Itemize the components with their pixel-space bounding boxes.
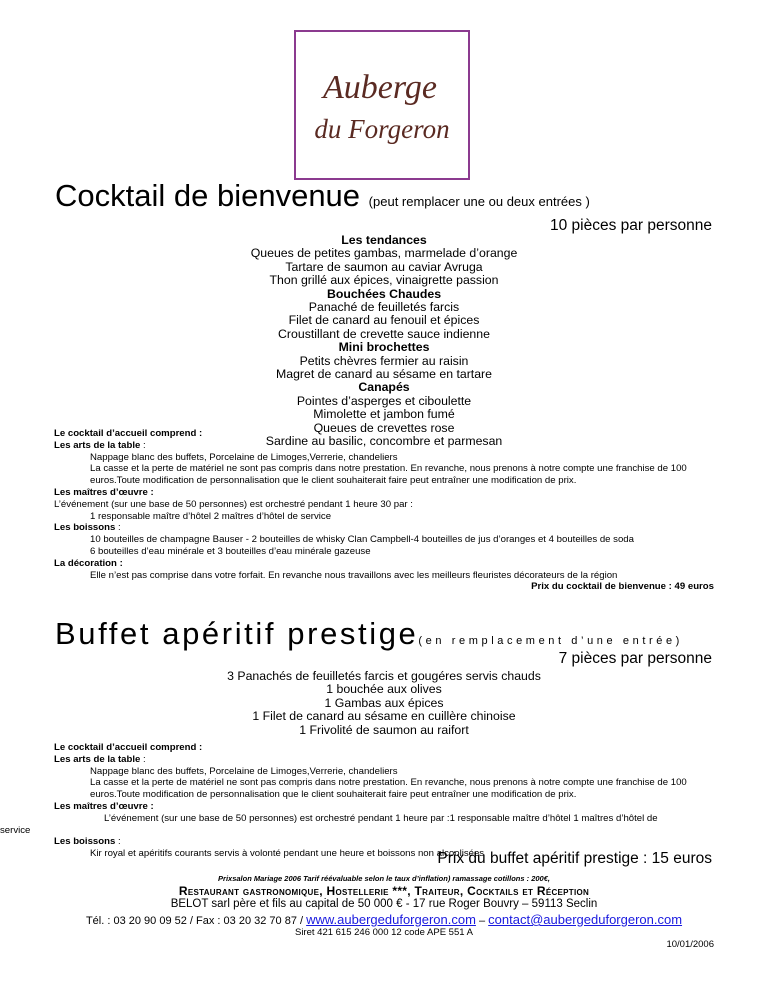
menu-item: Queues de crevettes rose — [313, 420, 455, 435]
maitres-label: Les maîtres d’œuvre : — [54, 486, 154, 498]
logo-line2: du Forgeron — [314, 114, 450, 144]
footer-note: Prixsalon Mariage 2006 Tarif réévaluable selon le taux d’inflation) ramassage cotillons : 200€, — [218, 874, 550, 883]
section1-menu — [0, 234, 768, 449]
maitres-text: service — [0, 824, 31, 836]
menu-item: 1 bouchée aux olives — [326, 682, 442, 697]
footer-address: BELOT sarl père et fils au capital de 50 000 € - 17 rue Roger Bouvry – 59113 Seclin — [170, 898, 598, 910]
email-link[interactable]: contact@aubergeduforgeron.com — [488, 912, 683, 927]
maitres-text: 1 responsable maître d’hôtel 2 maîtres d’hôtel de service — [90, 510, 332, 522]
arts-text: La casse et la perte de matériel ne sont pas compris dans notre prestation. En revanche, nous prenons à notre compte une franchise de 100 euros.Toute modification de personnalisation que le client souhaiterait faire peut entraîner une modification de prix. — [90, 777, 687, 801]
section1-title-line — [55, 178, 590, 214]
footer-dash: – — [475, 915, 489, 927]
maitres-label: Les maîtres d’œuvre : — [54, 800, 154, 812]
logo — [294, 30, 470, 180]
boissons-sep: : — [115, 522, 121, 534]
menu-item: 3 Panachés de feuilletés farcis et gougéres servis chauds — [227, 669, 541, 683]
logo-artwork — [296, 32, 468, 178]
footer-company: Restaurant gastronomique, Hostellerie ***, Traiteur, Cocktails et Réception — [178, 884, 590, 898]
details-intro: Le cocktail d’accueil comprend : — [54, 742, 203, 753]
section1-subtitle: (peut remplacer une ou deux entrées ) — [368, 194, 590, 209]
menu-item: Thon grillé aux épices, vinaigrette passion — [269, 273, 499, 288]
arts-line — [54, 440, 714, 452]
section2-title: Buffet apéritif prestige — [55, 616, 419, 651]
menu-item: Panaché de feuilletés farcis — [308, 300, 460, 315]
footer-phone: Tél. : 03 20 90 09 52 / Fax : 03 20 32 70 87 / — [85, 915, 307, 927]
menu-item: Petits chèvres fermier au raisin — [299, 353, 469, 368]
deco-label: La décoration : — [54, 557, 123, 569]
section1-title: Cocktail de bienvenue — [55, 178, 361, 213]
menu-item: Sardine au basilic, concombre et parmesan — [265, 434, 503, 449]
details-intro: Le cocktail d’accueil comprend : — [54, 428, 203, 439]
arts-text: Nappage blanc des buffets, Porcelaine de Limoges,Verrerie, chandeliers — [90, 451, 398, 463]
website-link[interactable]: www.aubergeduforgeron.com — [306, 912, 476, 927]
section1-per-person: 10 pièces par personne — [549, 217, 712, 234]
section1-details — [54, 428, 714, 593]
section1-price: Prix du cocktail de bienvenue : 49 euros — [531, 581, 714, 593]
maitres-text: L’événement (sur une base de 50 personnes) est orchestré pendant 1 heure 30 par : — [54, 498, 413, 510]
menu-heading: Mini brochettes — [338, 340, 430, 355]
boissons-text: 10 bouteilles de champagne Bauser - 2 bouteilles de whisky Clan Campbell-4 bouteilles de jus d’oranges et 4 bouteilles de soda — [90, 534, 634, 546]
menu-item: Mimolette et jambon fumé — [313, 407, 455, 422]
section2-menu — [0, 670, 768, 737]
section2-per-person: 7 pièces par personne — [558, 650, 712, 667]
menu-item: Queues de petites gambas, marmelade d’orange — [250, 246, 518, 261]
menu-heading: Canapés — [358, 380, 410, 395]
deco-text: Elle n’est pas comprise dans votre forfait. En revanche nous travaillons avec les meilleurs fleuristes décorateurs de la région — [90, 569, 618, 581]
maitres-text: L’événement (sur une base de 50 personnes) est orchestré pendant 1 heure par :1 responsable maître d’hôtel 1 maîtres d’hôtel de — [104, 812, 658, 824]
section2-subtitle: (en remplacement d’une entrée) — [418, 635, 683, 647]
arts-label: Les arts de la table — [54, 753, 141, 765]
menu-heading: Les tendances — [341, 233, 427, 247]
boissons-label: Les boissons — [54, 522, 116, 534]
section2-title-line — [55, 616, 683, 652]
boissons-sep: : — [115, 836, 121, 848]
arts-sep: : — [140, 753, 146, 765]
menu-item: 1 Gambas aux épices — [324, 695, 444, 710]
boissons-text: 6 bouteilles d’eau minérale et 3 bouteilles d’eau minérale gazeuse — [90, 545, 371, 557]
arts-text: Nappage blanc des buffets, Porcelaine de Limoges,Verrerie, chandeliers — [90, 765, 398, 777]
boissons-line — [54, 836, 714, 848]
menu-item: Tartare de saumon au caviar Avruga — [285, 259, 483, 274]
footer-contact — [0, 912, 768, 927]
boissons-text: Kir royal et apéritifs courants servis à volonté pendant une heure et boissons non alcoolisées — [90, 848, 485, 860]
arts-label: Les arts de la table — [54, 439, 141, 451]
section2-details — [0, 742, 714, 860]
footer-siret: Siret 421 615 246 000 12 code APE 551 A — [294, 927, 473, 938]
arts-line — [54, 754, 714, 766]
menu-item: Pointes d’asperges et ciboulette — [296, 393, 472, 408]
menu-item: 1 Frivolité de saumon au raifort — [299, 722, 469, 737]
menu-item: Croustillant de crevette sauce indienne — [278, 326, 490, 341]
arts-sep: : — [140, 439, 146, 451]
menu-item: 1 Filet de canard au sésame en cuillère chinoise — [252, 709, 516, 724]
logo-line1: Auberge — [323, 69, 437, 106]
boissons-label: Les boissons — [54, 836, 116, 848]
section2-price: Prix du buffet apéritif prestige : 15 euros — [437, 850, 712, 867]
menu-item: Magret de canard au sésame en tartare — [275, 367, 492, 382]
menu-item: Filet de canard au fenouil et épices — [288, 313, 480, 328]
arts-text: La casse et la perte de matériel ne sont pas compris dans notre prestation. En revanche, nous prenons à notre compte une franchise de 100 euros.Toute modification de personnalisation que le client souhaiterait faire peut entraîner une modification de prix. — [90, 463, 687, 487]
boissons-line — [54, 522, 714, 534]
footer-date: 10/01/2006 — [666, 939, 714, 950]
menu-heading: Bouchées Chaudes — [326, 286, 442, 301]
